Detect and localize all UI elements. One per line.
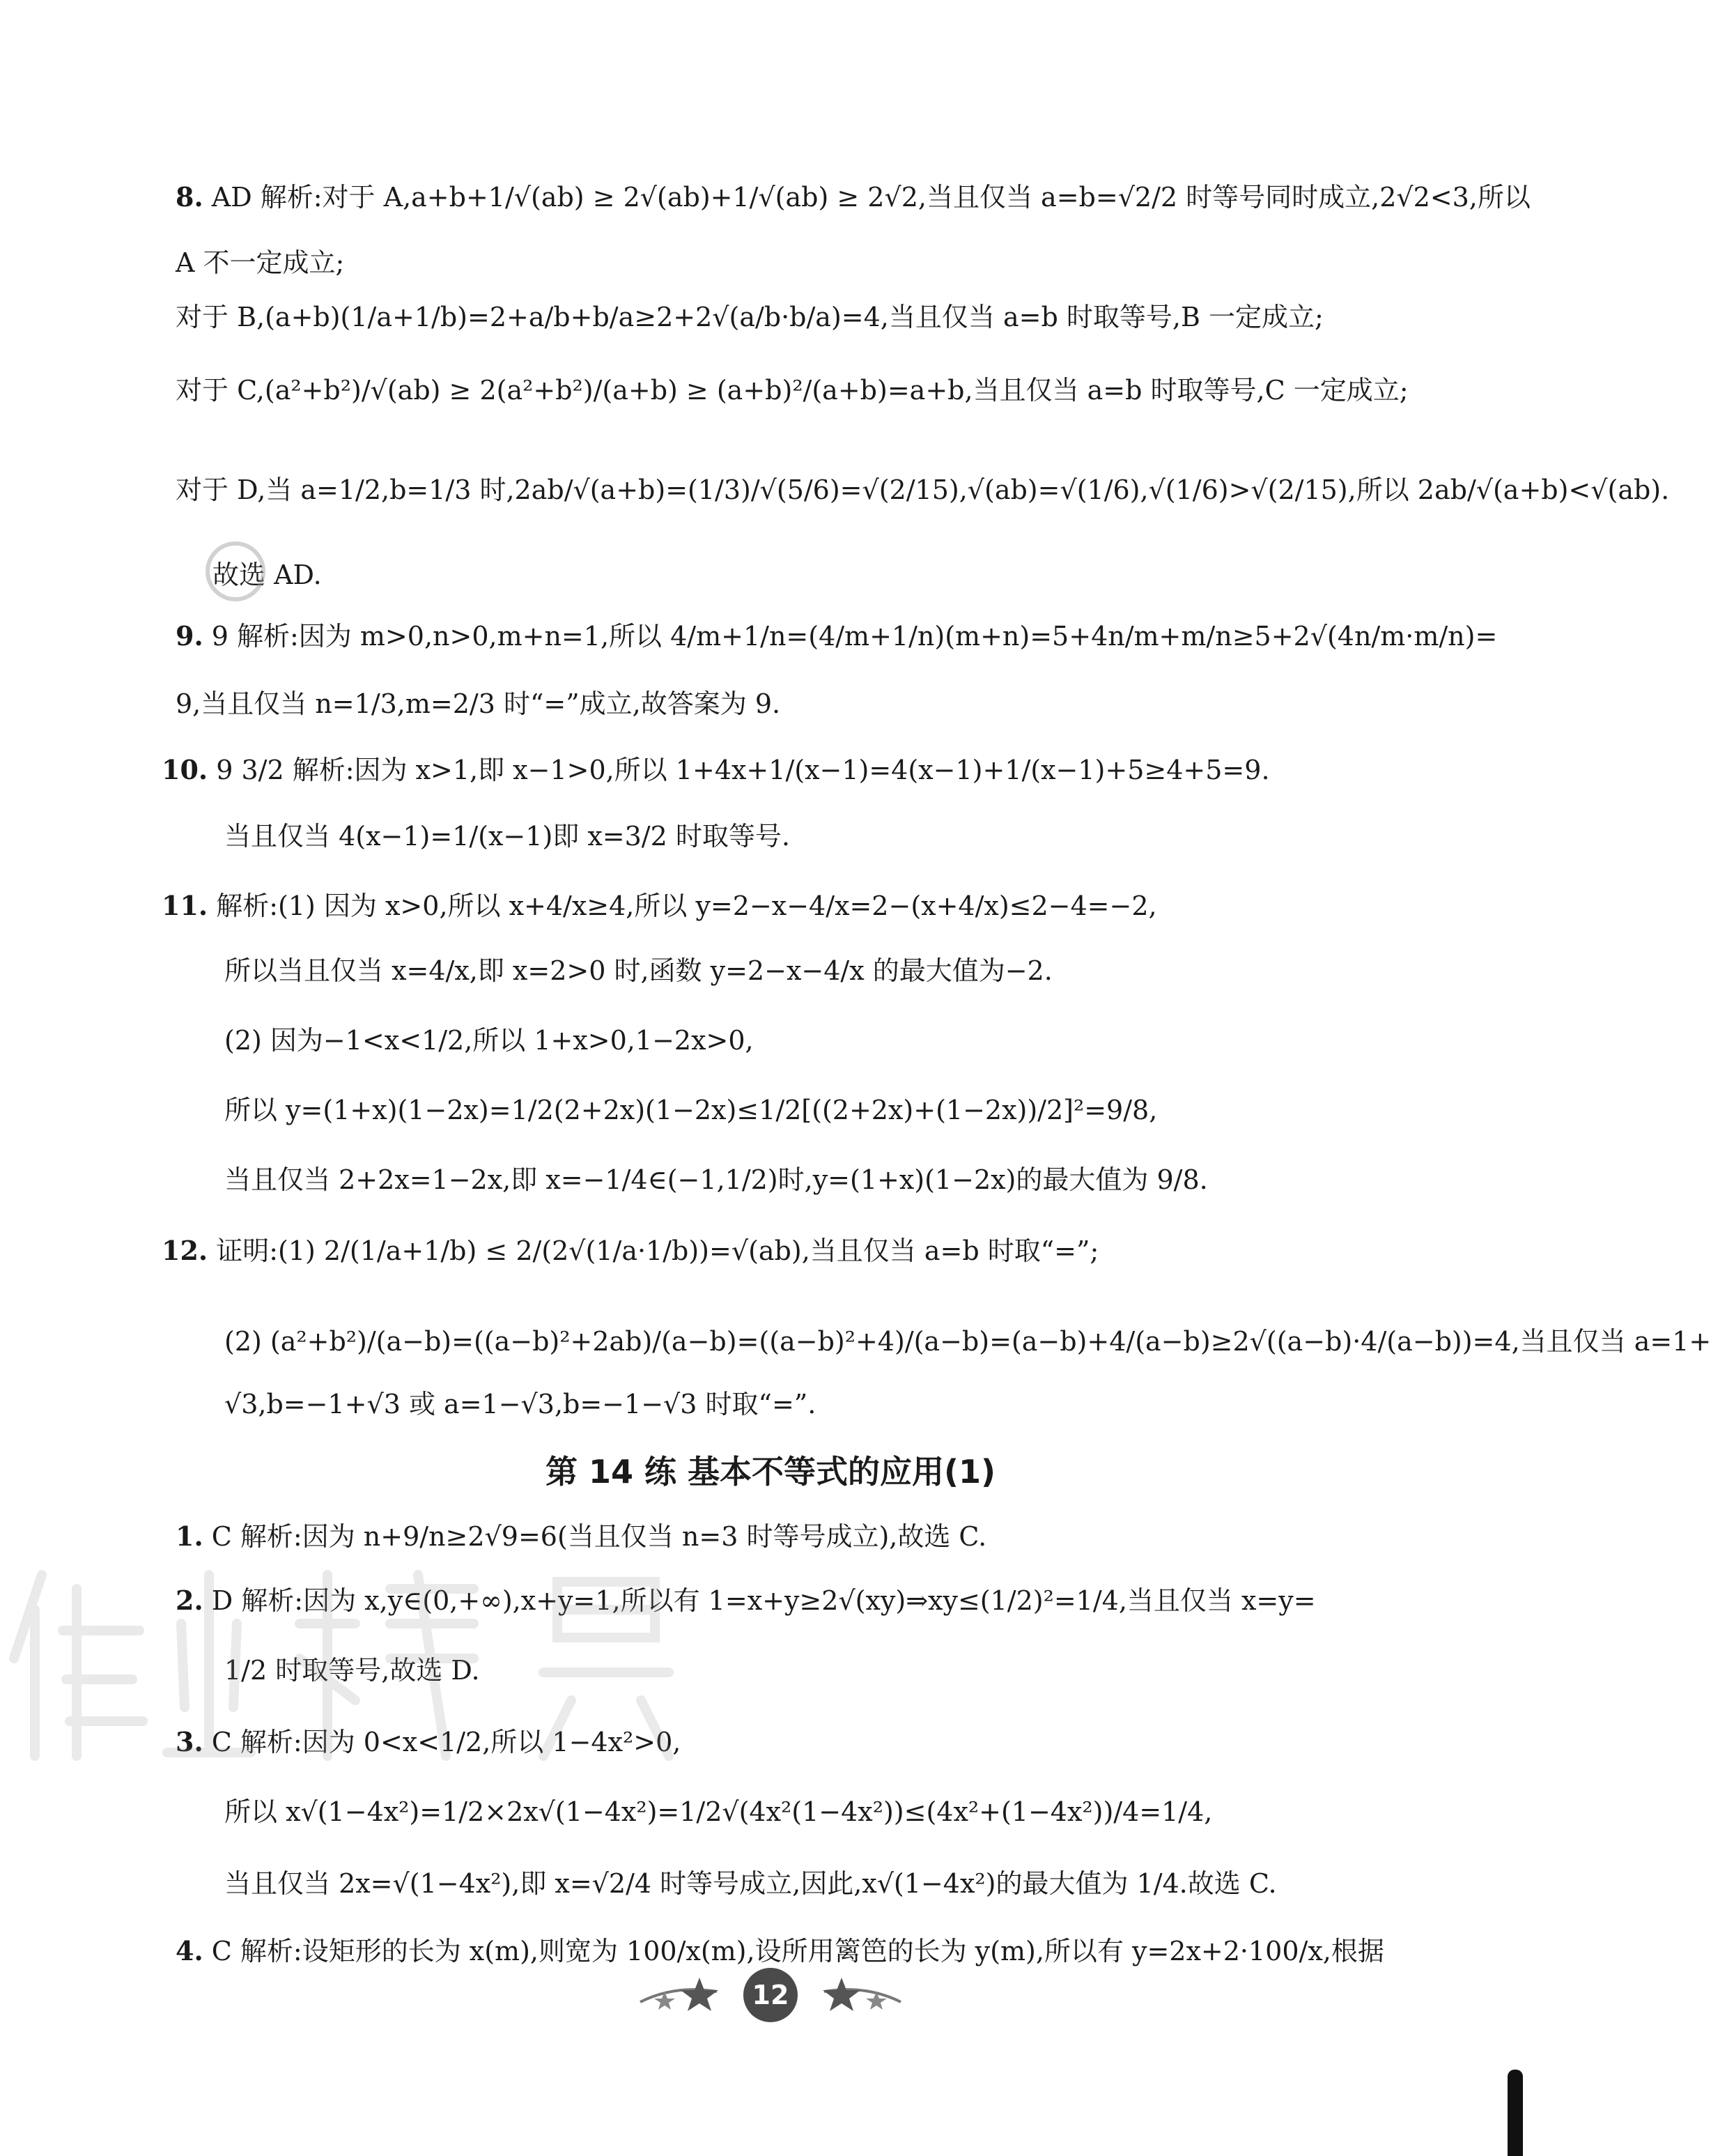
stamp-mark [201, 537, 270, 606]
page-number: 12 [743, 1968, 798, 2022]
answer-11-line-2: 所以当且仅当 x=4/x,即 x=2>0 时,函数 y=2−x−4/x 的最大值为−2. [224, 955, 1053, 986]
answer-11-line-5: 当且仅当 2+2x=1−2x,即 x=−1/4∈(−1,1/2)时,y=(1+x)(1−2x)的最大值为 9/8. [224, 1164, 1208, 1195]
practice-1-line: 1. C 解析:因为 n+9/n≥2√9=6(当且仅当 n=3 时等号成立),故选 C. [176, 1520, 987, 1552]
answer-8-line-1: 8. AD 解析:对于 A,a+b+1/√(ab) ≥ 2√(ab)+1/√(ab) ≥ 2√2,当且仅当 a=b=√2/2 时等号同时成立,2√2<3,所以 [176, 181, 1531, 213]
answer-10-line-2: 当且仅当 4(x−1)=1/(x−1)即 x=3/2 时取等号. [224, 821, 790, 852]
answer-10-line-1: 10. 9 3/2 解析:因为 x>1,即 x−1>0,所以 1+4x+1/(x−1)=4(x−1)+1/(x−1)+5≥4+5=9. [162, 754, 1270, 785]
practice-3-line-1: 3. C 解析:因为 0<x<1/2,所以 1−4x²>0, [176, 1726, 681, 1757]
answer-8-option-b: 对于 B,(a+b)(1/a+1/b)=2+a/b+b/a≥2+2√(a/b·b/a)=4,当且仅当 a=b 时取等号,B 一定成立; [176, 302, 1324, 332]
practice-2-line-1: 2. D 解析:因为 x,y∈(0,+∞),x+y=1,所以有 1=x+y≥2√(xy)⇒xy≤(1/2)²=1/4,当且仅当 x=y= [176, 1585, 1316, 1616]
answer-8-option-c: 对于 C,(a²+b²)/√(ab) ≥ 2(a²+b²)/(a+b) ≥ (a+b)²/(a+b)=a+b,当且仅当 a=b 时取等号,C 一定成立; [176, 375, 1409, 406]
answer-11-line-3: (2) 因为−1<x<1/2,所以 1+x>0,1−2x>0, [224, 1025, 754, 1056]
edge-mark [1508, 2070, 1523, 2156]
answer-11-line-1: 11. 解析:(1) 因为 x>0,所以 x+4/x≥4,所以 y=2−x−4/x=2−(x+4/x)≤2−4=−2, [162, 890, 1157, 921]
answer-12-line-1: 12. 证明:(1) 2/(1/a+1/b) ≤ 2/(2√(1/a·1/b))=√(ab),当且仅当 a=b 时取“=”; [162, 1235, 1099, 1266]
practice-4-line-1: 4. C 解析:设矩形的长为 x(m),则宽为 100/x(m),设所用篱笆的长为 y(m),所以有 y=2x+2·100/x,根据 [176, 1935, 1384, 1966]
answer-8-conclusion: 故选 AD. [212, 560, 322, 590]
answer-8-line-2: A 不一定成立; [176, 247, 345, 278]
answer-12-line-2: (2) (a²+b²)/(a−b)=((a−b)²+2ab)/(a−b)=((a−b)²+4)/(a−b)=(a−b)+4/(a−b)≥2√((a−b)·4/(a−b))=4,当且仅当 a=1+ [224, 1326, 1711, 1357]
practice-3-line-2: 所以 x√(1−4x²)=1/2×2x√(1−4x²)=1/2√(4x²(1−4x²))≤(4x²+(1−4x²))/4=1/4, [224, 1796, 1213, 1827]
answer-9-line-2: 9,当且仅当 n=1/3,m=2/3 时“=”成立,故答案为 9. [176, 688, 781, 719]
stars-left-decoration [633, 1971, 731, 2019]
answer-11-line-4: 所以 y=(1+x)(1−2x)=1/2(2+2x)(1−2x)≤1/2[((2+2x)+(1−2x))/2]²=9/8, [224, 1095, 1158, 1125]
page-footer [0, 1957, 1541, 2033]
stars-right-decoration [810, 1971, 908, 2019]
answer-12-line-3: √3,b=−1+√3 或 a=1−√3,b=−1−√3 时取“=”. [224, 1389, 816, 1419]
answer-9-line-1: 9. 9 解析:因为 m>0,n>0,m+n=1,所以 4/m+1/n=(4/m+1/n)(m+n)=5+4n/m+m/n≥5+2√(4n/m·m/n)= [176, 620, 1498, 652]
watermark-logo [0, 1547, 697, 1777]
answer-8-option-d: 对于 D,当 a=1/2,b=1/3 时,2ab/√(a+b)=(1/3)/√(5/6)=√(2/15),√(ab)=√(1/6),√(1/6)>√(2/15),所以 2ab/√(a+b)<√(ab). [176, 475, 1670, 505]
section-heading: 第 14 练 基本不等式的应用(1) [545, 1453, 996, 1491]
practice-3-line-3: 当且仅当 2x=√(1−4x²),即 x=√2/4 时等号成立,因此,x√(1−4x²)的最大值为 1/4.故选 C. [224, 1868, 1277, 1899]
practice-2-line-2: 1/2 时取等号,故选 D. [224, 1655, 480, 1686]
